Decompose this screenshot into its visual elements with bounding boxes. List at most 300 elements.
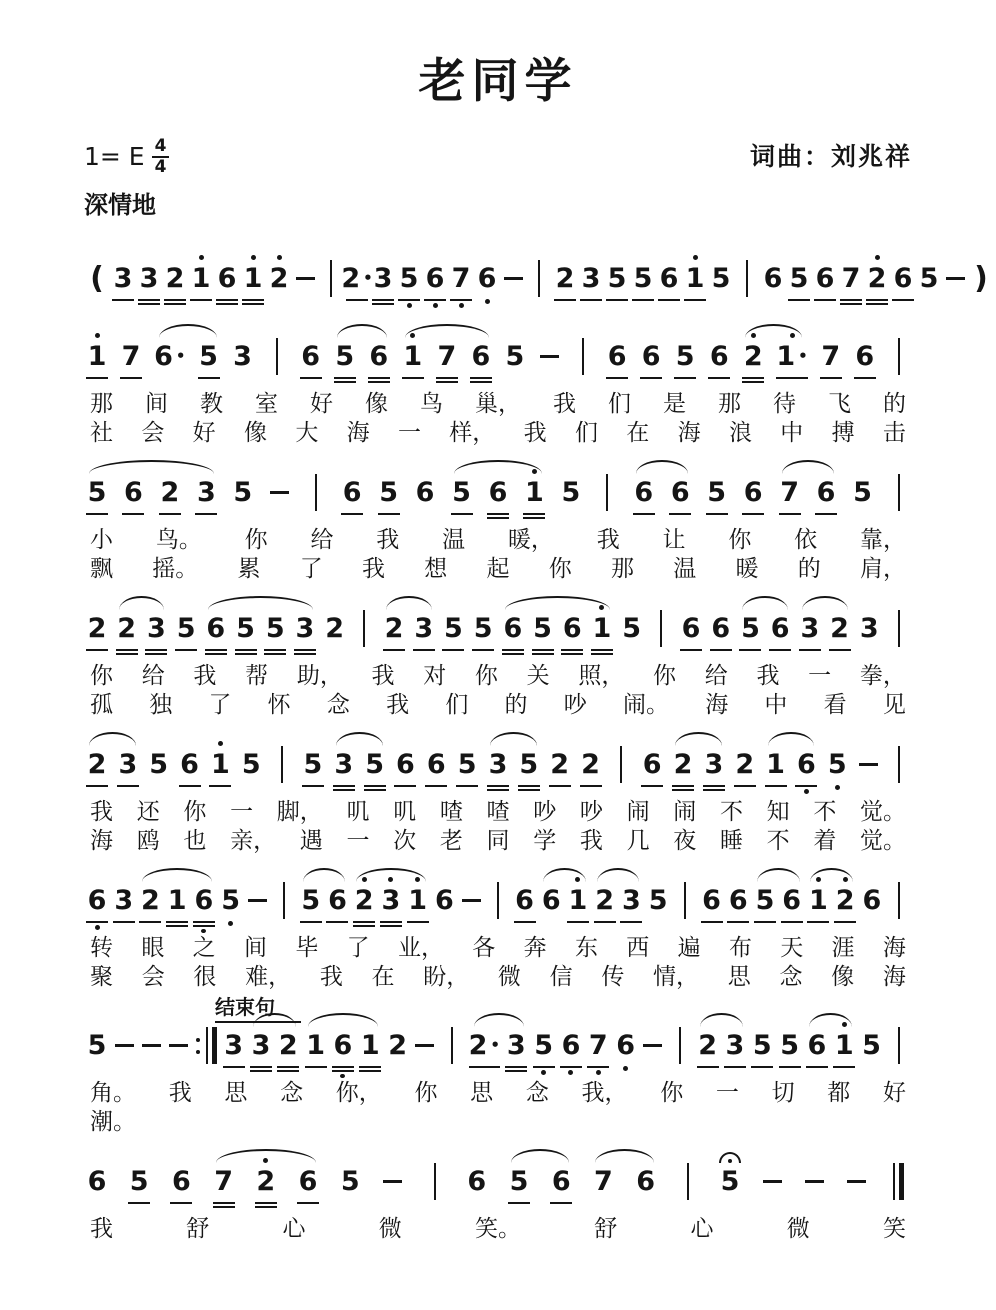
note-below-area [806,1062,828,1078]
note-glyph-area [466,1165,488,1198]
note-glyph-area [425,748,447,781]
note-number: 5 [379,477,399,508]
note-glyph-area [159,476,181,509]
note-number: 5 [862,1030,881,1061]
note-glyph-area [195,476,217,509]
lyric-syllable: 了 [346,935,370,960]
note-glyph-area [470,340,492,373]
symbol-token [886,868,912,933]
dash-token [244,868,270,933]
lyric-syllable: 拳， [859,663,906,688]
note-number: 2 [117,613,137,644]
barline [684,882,686,919]
note-below-area [615,1062,637,1078]
barline [363,610,365,647]
note-below-area [368,373,390,389]
note-glyph-area [487,884,509,917]
lyric-syllable: 海 [677,420,701,445]
underline-beam [487,513,509,515]
note-glyph-area [86,1165,108,1198]
note-above-area [587,1013,609,1029]
lyric-syllable: 微 [378,1216,402,1241]
note-below-area [833,1062,855,1078]
note-above-area [708,324,730,340]
dash-token [640,1013,666,1078]
note-glyph-area [523,476,545,509]
lyric-syllable: 给 [704,663,728,688]
lyric-syllable: 闹 [673,799,697,824]
lyric-syllable: 喳 [439,799,463,824]
note-glyph-area [154,340,185,373]
note-glyph-area [268,262,290,295]
note-number: 2 [354,885,374,916]
underline-beam [587,1066,609,1068]
note-number: 5 [236,613,255,644]
note-glyph-area [814,262,836,295]
notation-system [84,997,912,1136]
note-number: 6 [515,885,534,916]
barline [330,260,332,297]
lyric-syllable: 都 [827,1080,851,1105]
note-glyph-area [846,1165,868,1198]
symbol-token [526,246,552,311]
note-below-area [703,781,725,797]
lyric-syllable: 我 [386,692,410,717]
symbol-token [648,596,674,661]
barline [679,1027,681,1064]
lyric-syllable: 也 [183,828,207,853]
underline-beam [413,649,435,651]
underline-beam [632,299,654,301]
note-number: 5 [827,749,847,780]
lyrics-line-2 [84,826,912,855]
note-glyph-area [190,262,212,295]
note-token [552,246,578,311]
note-glyph-area [353,884,375,917]
note-below-area [779,1062,801,1078]
underline-beam [633,513,655,515]
note-glyph-area [580,262,602,295]
note-below-area [487,917,509,933]
underline-beam [533,1066,555,1068]
lyric-syllable: 怀 [267,692,291,717]
note-below-area [436,373,458,389]
note-above-area [179,732,201,748]
note-glyph-area [769,612,791,645]
note-above-area [560,460,582,476]
note-token [725,868,751,933]
note-below-area [266,373,288,389]
note-token [266,246,292,311]
note-number: 6 [541,885,561,916]
note-below-area [701,917,723,933]
repeat-group [196,1027,217,1064]
octave-dot-above [218,741,223,746]
lyric-syllable: 思 [224,1080,248,1105]
note-glyph-area [86,476,108,509]
duration-dash [142,1044,161,1047]
note-above-area [761,1149,783,1165]
note-above-area [378,460,400,476]
note-below-area [179,781,201,797]
note-token [672,324,698,389]
underline-beam [684,299,706,301]
lyric-syllable: 老 [439,828,463,853]
note-below-area [240,781,262,797]
note-above-area [220,868,242,884]
duration-dash [115,1044,134,1047]
note-glyph-area [674,884,696,917]
note-number: 5 [755,885,775,916]
underline-beam [302,785,324,787]
lyric-syllable: 东 [574,935,598,960]
note-glyph-area [532,612,554,645]
note-glyph-area [442,612,464,645]
note-token [547,732,573,797]
lyric-syllable: 夜 [673,828,697,853]
note-above-area [148,732,170,748]
underline-beam [159,513,181,515]
note-token [412,460,438,525]
note-glyph-area [264,612,286,645]
note-glyph-area [112,262,134,295]
note-glyph-area [672,748,694,781]
note-number: 2 [468,1030,488,1061]
underline-beam [122,513,144,515]
note-glyph-area [86,748,108,781]
note-glyph-area [86,884,108,917]
note-glyph-area [255,1165,277,1198]
note-below-area [781,917,803,933]
note-below-area [246,917,268,933]
note-above-area [918,246,940,262]
note-glyph-area [826,748,848,781]
note-token [238,732,264,797]
underline-beam [213,1202,235,1204]
lyric-syllable: 觉。 [860,828,906,853]
note-glyph-area [300,884,322,917]
note-below-area [854,373,876,389]
note-number: 5 [711,263,731,294]
underline-beam [242,303,264,305]
note-above-area [533,1013,555,1029]
note-number: 6 [816,477,836,508]
note-above-area [86,1149,108,1165]
octave-dot-above [199,255,204,260]
note-number: 1 [809,885,828,916]
note-below-area [381,1198,403,1214]
underline-beam [305,1066,327,1068]
note-number: 6 [893,263,913,294]
barline [582,338,584,375]
note-above-area [846,1149,868,1165]
note-glyph-area [528,262,550,295]
lyric-syllable: 难， [245,964,292,989]
note-glyph-area [378,476,400,509]
note-below-area [788,295,810,311]
note-above-area [788,246,810,262]
augmentation-dot: • [363,269,373,287]
barline [434,1163,436,1200]
dash-token [844,1149,870,1214]
lyric-syllable: 是 [663,391,686,416]
note-number: 3 [373,263,393,294]
lyrics-line-2 [84,690,912,719]
note-glyph-area [765,748,787,781]
note-below-area [487,509,509,525]
note-below-area [762,295,784,311]
note-token [146,732,172,797]
underline-beam [294,653,316,655]
note-number: 2 [160,477,180,508]
tempo-marking: 深情地 [84,193,156,219]
note-number: 6 [709,341,729,372]
note-glyph-area [641,748,663,781]
barline [620,746,622,783]
underline-beam [680,649,702,651]
note-glyph-area [533,1029,555,1062]
lyric-syllable: 了 [208,692,232,717]
note-glyph-area [944,262,966,295]
note-number: 2 [550,749,570,780]
lyric-syllable: 舒 [186,1216,210,1241]
note-below-area [944,295,966,311]
lyrics-line-2 [84,962,912,991]
note-glyph-area [795,748,817,781]
note-glyph-area [734,748,756,781]
note-glyph-area [364,748,386,781]
note-below-area [394,781,416,797]
note-number: 6 [342,477,362,508]
note-below-area [346,295,368,311]
note-glyph-area [145,612,167,645]
note-number: 1 [210,749,230,780]
note-below-area [684,295,706,311]
final-barline [886,1149,912,1214]
note-glyph-area [232,340,254,373]
underline-beam [518,789,540,791]
note-glyph-area [394,748,416,781]
lyric-syllable: 叽 [393,799,417,824]
note-glyph-area [970,262,992,295]
note-below-area [213,1198,235,1214]
note-above-area [762,246,784,262]
note-above-area [538,324,560,340]
note-below-area [398,295,420,311]
underline-beam [166,921,188,923]
note-below-area [918,295,940,311]
note-number: 2 [269,263,289,294]
underline-beam [213,1206,235,1208]
lyric-syllable: 我 [553,391,576,416]
note-glyph-area [139,884,161,917]
note-above-area [190,246,212,262]
underline-beam [235,653,257,655]
note-below-area [754,917,776,933]
note-glyph-area [888,1165,910,1198]
lyric-syllable: 像 [243,420,267,445]
note-token [864,246,890,311]
note-token [704,460,730,525]
note-glyph-area [398,262,420,295]
note-below-area [268,509,290,525]
underline-beam [806,1066,828,1068]
note-below-area [324,645,346,661]
note-glyph-area [640,340,662,373]
note-token [578,246,604,311]
lyric-syllable: 各 [472,935,496,960]
note-glyph-area [250,1029,272,1062]
note-token [706,324,732,389]
lyric-syllable: 中 [780,420,804,445]
note-below-area [799,645,821,661]
underline-beam [727,921,749,923]
note-below-area [86,509,108,525]
lyric-syllable: 你， [335,1080,382,1105]
lyric-syllable: 吵 [533,799,557,824]
note-below-area [632,295,654,311]
octave-dot-above [277,255,282,260]
note-glyph-area [888,748,910,781]
note-above-area [674,324,696,340]
note-below-area [117,781,139,797]
note-number: 6 [797,749,816,780]
note-glyph-area [779,1029,801,1062]
note-token [385,1013,411,1078]
lyric-syllable: 鸟。 [155,527,202,552]
lyric-syllable: 的 [797,556,821,581]
note-below-area [294,295,316,311]
lyric-syllable: 们 [445,692,469,717]
underline-beam [580,785,602,787]
note-glyph-area [120,340,142,373]
note-number: 6 [180,749,199,780]
duration-dash [415,1044,434,1047]
note-below-area [364,781,386,797]
lyric-syllable: 飘 [90,556,113,581]
underline-beam [892,299,914,301]
octave-dot-below [95,925,100,930]
note-below-area [441,1062,463,1078]
note-token [708,596,734,661]
underline-beam [383,649,405,651]
lyric-syllable: 吵 [579,799,603,824]
note-above-area [216,246,238,262]
note-token [464,1149,490,1214]
note-below-area [451,509,473,525]
underline-beam [669,513,691,515]
note-above-area [466,1149,488,1165]
lyric-syllable: 关 [526,663,550,688]
note-number: 5 [233,477,253,508]
note-below-area [677,1198,699,1214]
duration-dash [763,1180,782,1183]
note-below-area [460,917,482,933]
note-number: 6 [467,1166,487,1197]
note-token [84,868,110,933]
note-below-area [433,917,455,933]
note-glyph-area [610,748,632,781]
note-glyph-area [122,476,144,509]
underline-beam [353,921,375,923]
lyric-syllable: 帮 [245,663,269,688]
augmentation-dot: • [798,347,808,365]
lyric-syllable: 想 [424,556,448,581]
note-above-area [268,460,290,476]
note-above-area [341,460,363,476]
lyric-syllable: 思 [470,1080,494,1105]
note-number: 6 [194,885,214,916]
note-number: 5 [87,477,107,508]
note-below-area [424,1198,446,1214]
note-above-area [128,1149,150,1165]
note-above-area [580,732,602,748]
note-below-area [538,373,560,389]
note-below-area [232,509,254,525]
lyric-syllable: 小 [90,527,113,552]
note-number: 3 [224,1030,244,1061]
fermata-icon [719,1152,741,1163]
note-glyph-area [476,262,498,295]
dash-token [266,460,292,525]
underline-beam [195,513,217,515]
symbol-token [886,324,912,389]
note-token [218,868,244,933]
underline-beam [674,377,696,379]
note-number: 1 [776,341,796,372]
note-above-area [232,324,254,340]
note-number: 6 [415,477,435,508]
note-token [740,460,766,525]
note-below-area [642,1062,664,1078]
underline-beam [164,303,186,305]
note-number: 3 [334,749,354,780]
note-token [645,868,671,933]
lyric-syllable: 我 [371,663,395,688]
note-token [177,732,203,797]
underline-beam [164,299,186,301]
lyrics-line-2 [84,554,912,583]
note-token [717,1149,743,1214]
note-below-area [549,781,571,797]
note-token [630,246,656,311]
note-below-area [508,1198,530,1214]
note-number: 5 [129,1166,149,1197]
lyric-syllable: 闹。 [622,692,669,717]
note-number: 5 [221,885,240,916]
underline-beam [799,649,821,651]
underline-beam [407,921,429,923]
dash-token [111,1013,137,1078]
lyric-syllable: 你 [90,663,113,688]
note-above-area [710,246,732,262]
lyric-syllable: 次 [393,828,417,853]
note-below-area [857,781,879,797]
octave-dot-below [596,1070,601,1075]
note-number: 2 [835,885,855,916]
symbol-token [594,460,620,525]
underline-beam [294,649,316,651]
note-glyph-area [781,884,803,917]
lyric-syllable: 奔 [523,935,547,960]
duration-dash [296,277,315,280]
lyric-syllable: 睡 [719,828,743,853]
underline-beam [364,789,386,791]
note-below-area [113,917,135,933]
lyric-syllable: 眼 [141,935,165,960]
duration-dash [383,1180,402,1183]
underline-beam [334,381,356,383]
